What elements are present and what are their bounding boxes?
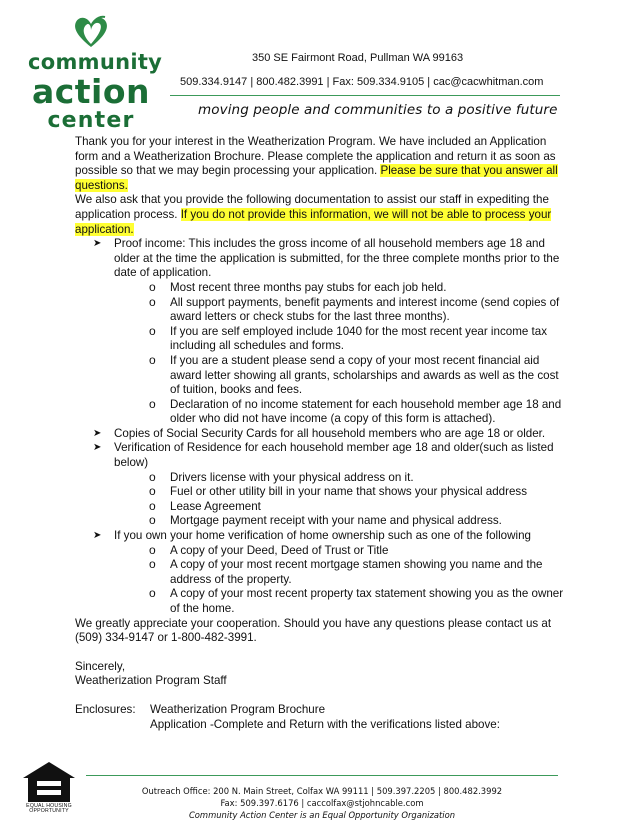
sub-list-item: o Lease Agreement	[149, 498, 261, 513]
organization-logo	[28, 14, 163, 133]
list-item	[93, 237, 567, 427]
arrow-bullet-icon: ➤	[93, 442, 102, 454]
list-item-text: Proof income: This includes the gross income of all household members age 18 and older at the time the application is submitted, for the three complete months prior to the date of application.	[114, 237, 560, 280]
sub-list-item: o Mortgage payment receipt with your name and physical address.	[149, 513, 502, 528]
circle-bullet-icon: o	[149, 279, 156, 294]
enclosures-label: Enclosures:	[75, 702, 136, 716]
circle-bullet-icon: o	[149, 469, 156, 484]
header-contact: 509.334.9147 | 800.482.3991 | Fax: 509.334.9105 | cac@cacwhitman.com	[180, 76, 544, 88]
sub-list-item: o Drivers license with your physical address on it.	[149, 469, 414, 484]
sub-list-item: o A copy of your most recent property tax statement showing you as the owner of the home.	[149, 586, 564, 615]
sub-list-item: o Most recent three months pay stubs for each job held.	[149, 279, 447, 294]
request-highlight: If you do not provide this information, we will not be able to process your application.	[75, 207, 552, 236]
circle-bullet-icon: o	[149, 294, 156, 309]
footer-eeo: Community Action Center is an Equal Opportunity Organization	[188, 810, 456, 820]
sub-list	[149, 471, 567, 529]
footer	[86, 785, 558, 821]
sub-list	[149, 544, 567, 617]
intro-highlight: Please be sure that you answer all questions.	[75, 164, 558, 192]
header-address: 350 SE Fairmont Road, Pullman WA 99163	[252, 52, 464, 64]
circle-bullet-icon: o	[149, 513, 156, 528]
intro-paragraph	[75, 135, 567, 193]
circle-bullet-icon: o	[149, 484, 156, 499]
header-divider	[170, 95, 560, 96]
sub-list-item: o If you are self employed include 1040 for the most recent year income tax including all schedules and forms.	[149, 323, 547, 353]
enclosure-item: Application -Complete and Return with the verifications listed above:	[150, 717, 500, 731]
equal-housing-logo	[20, 760, 78, 818]
sub-list-item: o A copy of your most recent mortgage stamen showing you name and the address of the property.	[149, 557, 543, 586]
circle-bullet-icon: o	[149, 323, 156, 338]
logo-word-action: action	[31, 72, 151, 111]
arrow-bullet-icon: ➤	[93, 530, 102, 542]
equal-housing-house-icon	[20, 760, 78, 804]
circle-bullet-icon: o	[149, 542, 156, 557]
list-item	[93, 441, 567, 529]
logo-word-center: center	[47, 108, 135, 133]
circle-bullet-icon: o	[149, 396, 156, 411]
list-item-text: If you own your home verification of home ownership such as one of the following	[114, 529, 531, 543]
sub-list-item: o A copy of your Deed, Deed of Trust or Title	[149, 542, 389, 557]
intro-text: Thank you for your interest in the Weatherization Program. We have included an Application form and a Weatherization Brochure. Please complete the application and return it as soon as possible so that we may begin processing your application.	[75, 135, 556, 178]
footer-divider	[86, 775, 558, 776]
request-text: We also ask that you provide the following documentation to assist our staff in expediting the application process.	[75, 193, 549, 221]
sub-list-item: o All support payments, benefit payments and interest income (send copies of award letters or check stubs for the last three months).	[149, 294, 560, 324]
documentation-list	[93, 237, 567, 616]
sincerely: Sincerely,	[75, 659, 126, 673]
arrow-bullet-icon: ➤	[93, 427, 102, 439]
equal-housing-caption: EQUAL HOUSING OPPORTUNITY	[26, 803, 72, 815]
closing-paragraph: We greatly appreciate your cooperation. Should you have any questions please contact us at (509) 334-9147 or 1-800-482-3991.	[75, 616, 552, 645]
letter-body	[75, 135, 567, 732]
request-paragraph	[75, 193, 567, 237]
list-item	[93, 427, 567, 442]
signature-block	[75, 660, 567, 689]
enclosures-block	[75, 703, 567, 732]
sub-list-item: o If you are a student please send a copy of your most recent financial aid award letter showing all grants, scholarships and awards as well as the cost of tuition, books and fees.	[149, 352, 559, 397]
sub-list-item: o Declaration of no income statement for each household member age 18 and older who did not have income (a copy of this form is attached).	[149, 396, 562, 426]
footer-fax: Fax: 509.397.6176 | caccolfax@stjohncable.com	[220, 798, 424, 808]
arrow-bullet-icon: ➤	[93, 238, 102, 250]
logo-word-community: community	[28, 50, 163, 74]
circle-bullet-icon: o	[149, 586, 156, 601]
signature: Weatherization Program Staff	[75, 674, 227, 688]
enclosures-list	[150, 703, 500, 732]
circle-bullet-icon: o	[149, 498, 156, 513]
tagline: moving people and communities to a positive future	[198, 102, 558, 118]
list-item-text: Copies of Social Security Cards for all household members who are age 18 or older.	[114, 426, 546, 440]
enclosure-item: Weatherization Program Brochure	[150, 702, 326, 716]
circle-bullet-icon: o	[149, 557, 156, 572]
list-item	[93, 529, 567, 617]
sub-list-item: o Fuel or other utility bill in your name that shows your physical address	[149, 484, 527, 499]
list-item-text: Verification of Residence for each household member age 18 and older(such as listed below)	[114, 441, 554, 470]
circle-bullet-icon: o	[149, 352, 156, 367]
heart-leaf-icon	[72, 14, 110, 50]
sub-list	[149, 281, 567, 427]
footer-outreach: Outreach Office: 200 N. Main Street, Colfax WA 99111 | 509.397.2205 | 800.482.3992	[141, 786, 503, 796]
